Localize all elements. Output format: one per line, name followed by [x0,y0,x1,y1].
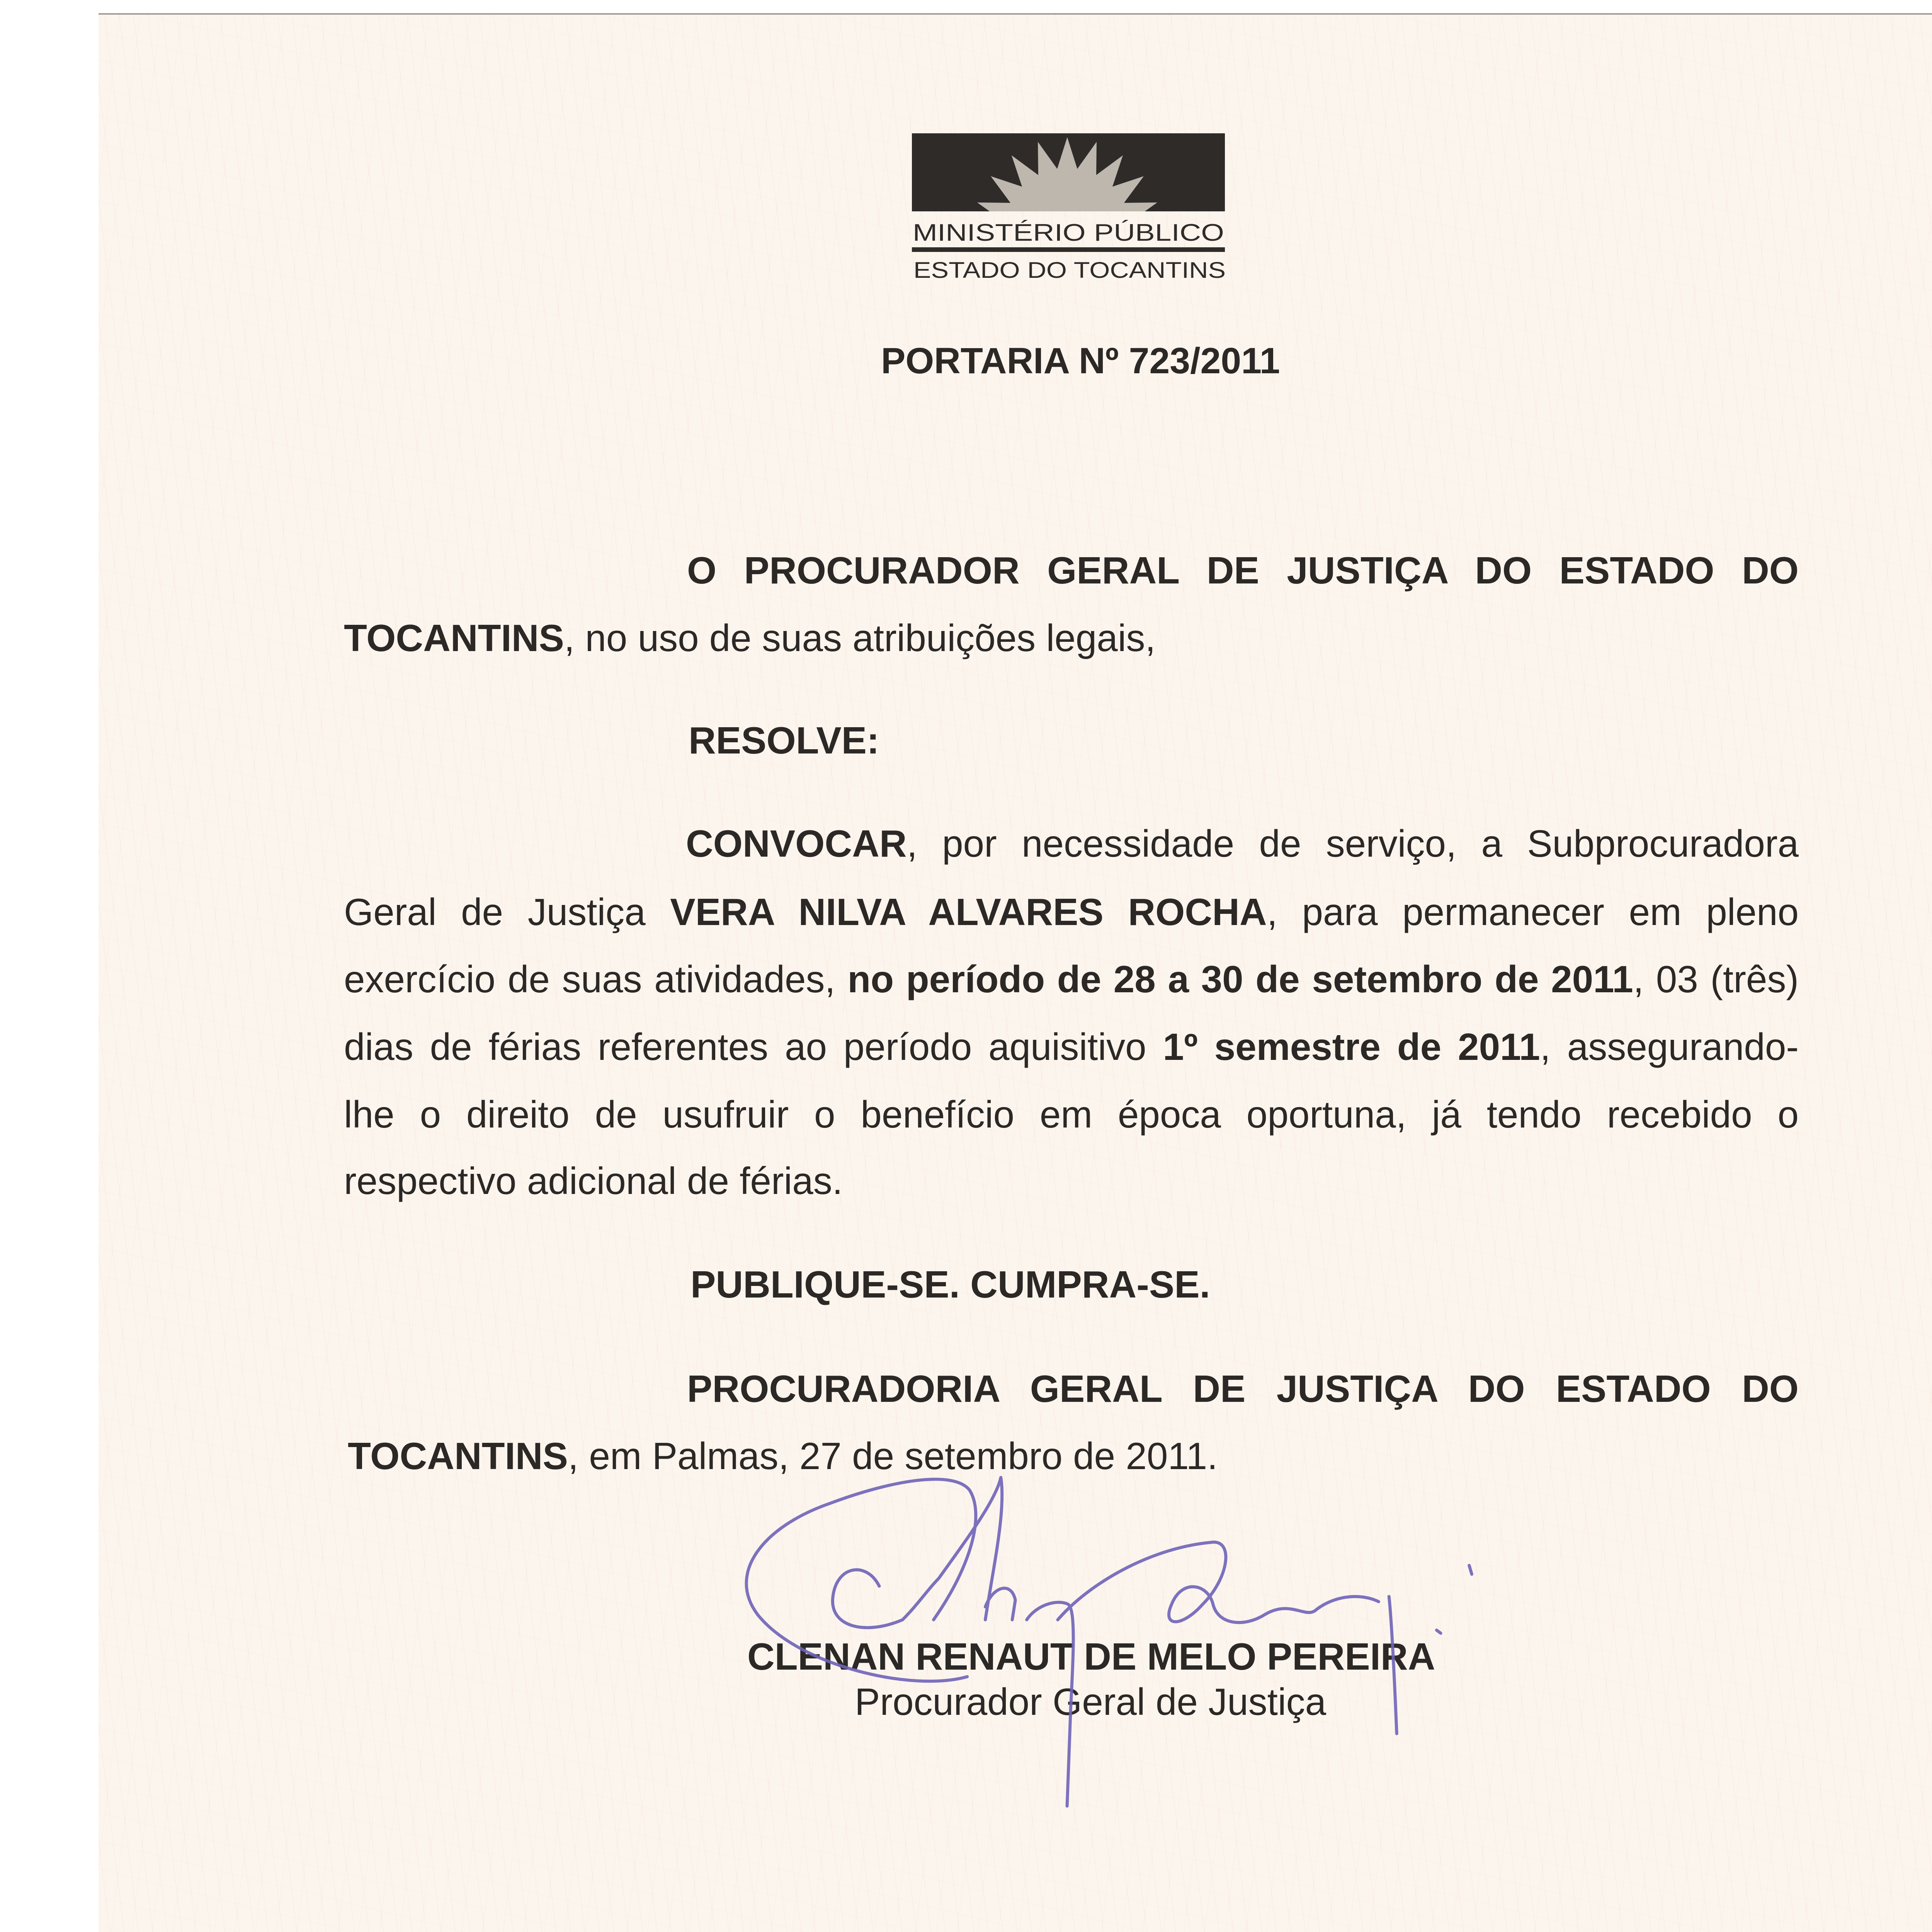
resolve-heading: RESOLVE: [689,719,879,762]
document-title: PORTARIA Nº 723/2011 [881,340,1280,381]
body-text: Geral de Justiça [344,891,670,933]
body-text: lhe o direito de usufruir o benefício em época oportuna, já tendo recebido o [344,1093,1799,1136]
logo-line2: ESTADO DO TOCANTINS [913,258,1226,282]
body-text: , 03 (três) [1633,958,1799,1000]
body-line-5 [344,1093,1799,1136]
ministerio-publico-logo [910,131,1229,282]
body-line-1 [686,822,1799,865]
body-person-name: VERA NILVA ALVARES ROCHA [670,891,1267,933]
preamble-state: TOCANTINS [344,617,564,659]
body-semester: 1º semestre de 2011 [1163,1026,1540,1068]
body-period: no período de 28 a 30 de setembro de 2011 [847,958,1633,1000]
preamble-rest: , no uso de suas atribuições legais, [564,617,1156,659]
signatory-name: CLENAN RENAUT DE MELO PEREIRA [747,1635,1435,1678]
body-line-3 [344,960,1799,998]
place-state: TOCANTINS [348,1435,568,1477]
body-text: , por necessidade de serviço, a Subprocuradora [906,822,1799,865]
place-date-line [348,1437,1218,1475]
body-line-2 [344,893,1799,931]
body-text: , para permanecer em pleno [1267,891,1799,933]
body-verb: CONVOCAR [686,822,907,865]
body-line-4 [344,1028,1799,1066]
logo-line1: MINISTÉRIO PÚBLICO [913,219,1224,246]
signatory-role: Procurador Geral de Justiça [855,1680,1327,1723]
body-text: dias de férias referentes ao período aquisitivo [344,1026,1163,1068]
preamble-line-2 [344,619,1156,657]
body-line-6 [344,1162,843,1200]
place-date: , em Palmas, 27 de setembro de 2011. [568,1435,1218,1477]
body-text: , assegurando- [1540,1026,1799,1068]
body-text: respectivo adicional de férias. [344,1160,843,1202]
logo-divider-bar [912,247,1225,252]
closing-formula: PUBLIQUE-SE. CUMPRA-SE. [690,1263,1210,1306]
preamble-line-1: O PROCURADOR GERAL DE JUSTIÇA DO ESTADO DO [687,549,1799,592]
body-text: exercício de suas atividades, [344,958,848,1000]
place-line-1: PROCURADORIA GERAL DE JUSTIÇA DO ESTADO DO [687,1367,1799,1410]
